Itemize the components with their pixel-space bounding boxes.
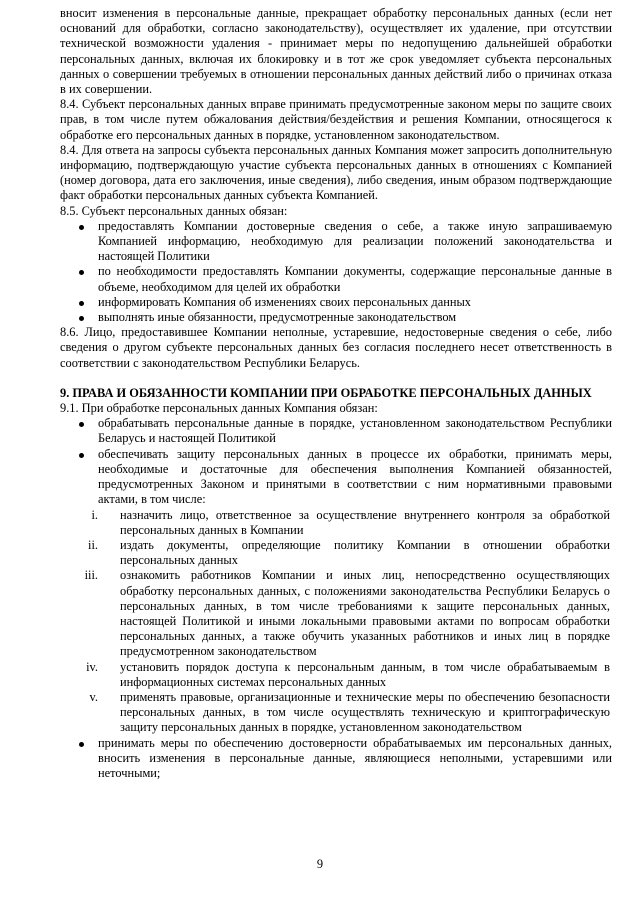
- list-9-1-obligations: [60, 416, 612, 781]
- list-item: информировать Компания об изменениях своих персональных данных: [60, 295, 612, 310]
- bullet-icon: [79, 270, 84, 275]
- paragraph-9-1: 9.1. При обработке персональных данных Компания обязан:: [60, 401, 378, 416]
- list-item: обеспечивать защиту персональных данных в процессе их обработки, принимать меры, необходимые и достаточные для обеспечения выполнения Компанией обязанностей, предусмотренных Законом и принятыми в соответствии с ним нормативными правовыми актами, в том числе: i. назначить лицо, ответственное за осуществление внутреннего контроля за обработкой персональных данных в Компании ii. издать документы, определяющие политику Компании в отношении обработки персональных данных iii. ознакомить работников Компании и иных лиц, непосредственно осуществляющих обработку персональных данных, с положениями законодательства Республики Беларусь о персональных данных, в том числе требованиями к защите персональных данных, настоящей Политикой и иными локальными правовыми актами по вопросам обработки персональных данных, а также обучить указанных работников и иных лиц в порядке предусмотренном законодательством iv. установить порядок доступа к персональным данным, в том числе обрабатываемым в информационных системах персональных данных v. применять правовые, организационные и технические меры по обеспечению безопасности персональных данных, в том числе осуществлять техническую и криптографическую защиту персональных данных в порядке, установленном законодательством: [60, 447, 612, 736]
- list-item: обрабатывать персональные данные в порядке, установленном законодательством Республики Беларусь и настоящей Политикой: [60, 416, 612, 446]
- bullet-icon: [79, 422, 84, 427]
- document-page: [60, 6, 612, 781]
- list-item: предоставлять Компании достоверные сведения о себе, а также иную запрашиваемую Компанией информацию, необходимую для реализации положений законодательства и настоящей Политики: [60, 219, 612, 265]
- paragraph-8-4-rights: 8.4. Субъект персональных данных вправе принимать предусмотренные законом меры по защите своих прав, в том числе путем обжалования действия/бездействия и решения Компании, относящегося к обработке его персональных данных в порядке, установленном законодательством.: [60, 97, 612, 142]
- paragraph-continued: вносит изменения в персональные данные, прекращает обработку персональных данных (если нет оснований для обработки, согласно законодательству), осуществляет их удаление, при отсутствии технической возможности удаления - принимает меры по недопущению дальнейшей обработки персональных данных, включая их блокировку и в тот же срок уведомляет субъекта персональных данных о совершении требуемых в отношении персональных данных действий либо о причинах отказа в их совершении.: [60, 6, 612, 97]
- bullet-icon: [79, 453, 84, 458]
- roman-item: ii. издать документы, определяющие политику Компании в отношении обработки персональных данных: [88, 537, 610, 568]
- list-8-5-obligations: [60, 219, 612, 325]
- paragraph-8-6: 8.6. Лицо, предоставившее Компании неполные, устаревшие, недостоверные сведения о себе, либо сведения о другом субъекте персональных данных без согласия последнего несет ответственность в соответствии с законодательством Республики Беларусь.: [60, 325, 612, 370]
- bullet-icon: [79, 742, 84, 747]
- paragraph-8-4-requests: 8.4. Для ответа на запросы субъекта персональных данных Компания может запросить дополнительную информацию, подтверждающую участие субъекта персональных данных в отношениях с Компанией (номер договора, дата его заключения, иные сведения), либо сведения, иным образом подтверждающие факт обработки персональных данных субъекта Компанией.: [60, 142, 612, 203]
- page-number: 9: [316, 857, 324, 871]
- section-9-heading: 9. ПРАВА И ОБЯЗАННОСТИ КОМПАНИИ ПРИ ОБРАБОТКЕ ПЕРСОНАЛЬНЫХ ДАННЫХ: [60, 385, 592, 400]
- paragraph-8-5: 8.5. Субъект персональных данных обязан:: [60, 203, 288, 218]
- list-item: принимать меры по обеспечению достоверности обрабатываемых им персональных данных, вносить изменения в персональные данные, являющиеся неполными, устаревшими или неточными;: [60, 736, 612, 782]
- roman-item: iv. установить порядок доступа к персональным данным, в том числе обрабатываемым в информационных системах персональных данных: [86, 659, 610, 689]
- roman-item: v. применять правовые, организационные и технические меры по обеспечению безопасности персональных данных, в том числе осуществлять техническую и криптографическую защиту персональных данных в порядке, установленном законодательством: [89, 689, 610, 735]
- roman-item: i. назначить лицо, ответственное за осуществление внутреннего контроля за обработкой персональных данных в Компании: [91, 507, 610, 537]
- bullet-icon: [79, 301, 84, 306]
- bullet-icon: [79, 316, 84, 321]
- roman-item: iii. ознакомить работников Компании и иных лиц, непосредственно осуществляющих обработку персональных данных, с положениями законодательства Республики Беларусь о персональных данных, в том числе требованиями к защите персональных данных, настоящей Политикой и иными локальными правовыми актами по вопросам обработки персональных данных, а также обучить указанных работников и иных лиц в порядке предусмотренном законодательством: [84, 568, 610, 659]
- list-item: выполнять иные обязанности, предусмотренные законодательством: [60, 310, 612, 325]
- roman-sublist: [60, 508, 612, 736]
- bullet-icon: [79, 225, 84, 230]
- list-item: по необходимости предоставлять Компании документы, содержащие персональные данные в объеме, необходимом для целей их обработки: [60, 264, 612, 294]
